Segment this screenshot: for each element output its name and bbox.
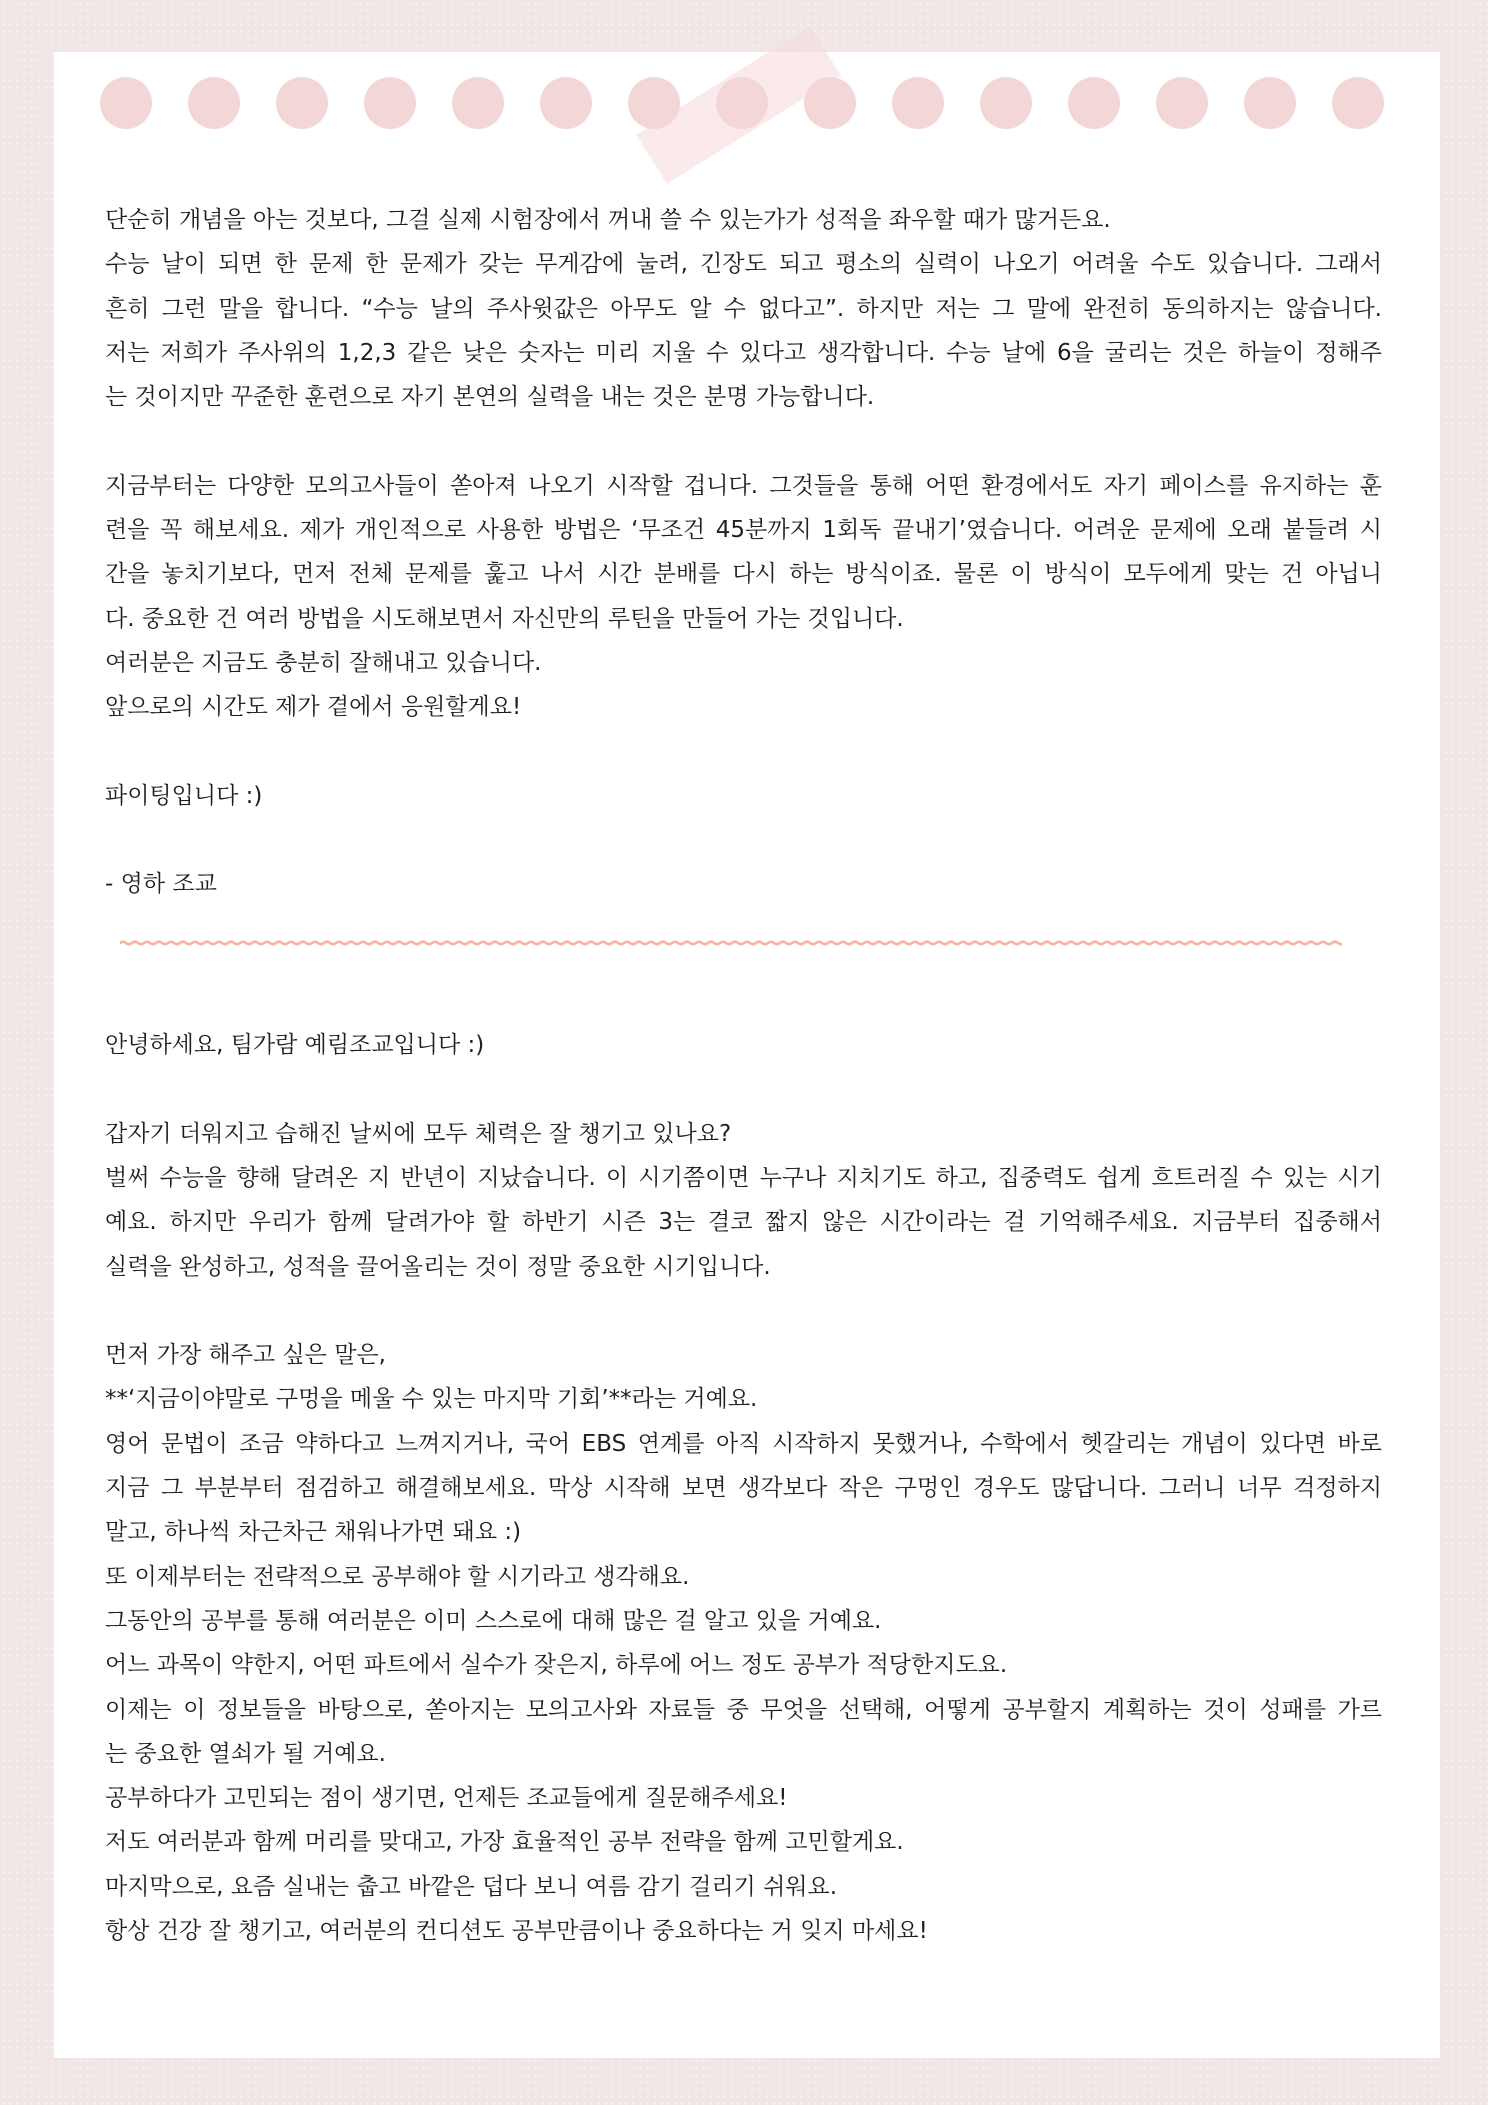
text-line: 저도 여러분과 함께 머리를 맞대고, 가장 효율적인 공부 전략을 함께 고민할게요.	[105, 1829, 904, 1856]
text-line	[105, 419, 1382, 463]
letter-section-yerim	[105, 1023, 1382, 1953]
binder-hole	[892, 77, 944, 129]
binder-hole	[540, 77, 592, 129]
text-line	[105, 1289, 1382, 1333]
binder-hole	[628, 77, 680, 129]
binder-hole	[1244, 77, 1296, 129]
text-line: 말고, 하나씩 차근차근 채워나가면 돼요 :)	[105, 1519, 522, 1546]
text-line: 공부하다가 고민되는 점이 생기면, 언제든 조교들에게 질문해주세요!	[105, 1785, 788, 1812]
text-line: 안녕하세요, 팀가람 예림조교입니다 :)	[105, 1032, 485, 1059]
text-line: **‘지금이야말로 구멍을 메울 수 있는 마지막 기회’**라는 거예요.	[105, 1386, 758, 1413]
binder-hole	[452, 77, 504, 129]
spacer	[105, 979, 1382, 1023]
text-line: 어느 과목이 약한지, 어떤 파트에서 실수가 잦은지, 하루에 어느 정도 공부가 적당한지도요.	[105, 1652, 1008, 1679]
text-line: 마지막으로, 요즘 실내는 춥고 바깥은 덥다 보니 여름 감기 걸리기 쉬워요.	[105, 1873, 838, 1900]
binder-hole	[1156, 77, 1208, 129]
binder-hole	[980, 77, 1032, 129]
text-line: - 영하 조교	[105, 871, 217, 898]
letter-content	[105, 198, 1382, 1953]
binder-hole	[276, 77, 328, 129]
text-line: 여러분은 지금도 충분히 잘해내고 있습니다.	[105, 649, 542, 676]
binder-hole	[1068, 77, 1120, 129]
text-line	[105, 818, 1382, 862]
text-line: 는 것이지만 꾸준한 훈련으로 자기 본연의 실력을 내는 것은 분명 가능합니다.	[105, 384, 875, 411]
text-line: 벌써 수능을 향해 달려온 지 반년이 지났습니다. 이 시기쯤이면 누구나 지치기도 하고, 집중력도 쉽게 흐트러질 수 있는 시기	[105, 1164, 1382, 1191]
wavy-divider-line	[120, 935, 1342, 951]
text-line: 또 이제부터는 전략적으로 공부해야 할 시기라고 생각해요.	[105, 1563, 690, 1590]
text-line: 갑자기 더워지고 습해진 날씨에 모두 체력은 잘 챙기고 있나요?	[105, 1120, 732, 1147]
text-line: 이제는 이 정보들을 바탕으로, 쏟아지는 모의고사와 자료들 중 무엇을 선택해, 어떻게 공부할지 계획하는 것이 성패를 가르	[105, 1696, 1382, 1723]
wavy-divider	[120, 907, 1382, 979]
text-line: 그동안의 공부를 통해 여러분은 이미 스스로에 대해 많은 걸 알고 있을 거예요.	[105, 1607, 882, 1634]
text-line: 련을 꼭 해보세요. 제가 개인적으로 사용한 방법은 ‘무조건 45분까지 1회독 끝내기’였습니다. 어려운 문제에 오래 붙들려 시	[105, 517, 1382, 544]
binder-hole	[716, 77, 768, 129]
text-line: 예요. 하지만 우리가 함께 달려가야 할 하반기 시즌 3는 결코 짧지 않은 시간이라는 걸 기억해주세요. 지금부터 집중해서	[105, 1209, 1382, 1236]
text-line: 실력을 완성하고, 성적을 끌어올리는 것이 정말 중요한 시기입니다.	[105, 1253, 771, 1280]
text-line: 는 중요한 열쇠가 될 거예요.	[105, 1740, 386, 1767]
text-line: 먼저 가장 해주고 싶은 말은,	[105, 1342, 386, 1369]
text-line	[105, 730, 1382, 774]
text-line: 단순히 개념을 아는 것보다, 그걸 실제 시험장에서 꺼내 쓸 수 있는가가 성적을 좌우할 때가 많거든요.	[105, 207, 1111, 233]
binder-hole	[100, 77, 152, 129]
binder-hole	[1332, 77, 1384, 129]
text-line: 저는 저희가 주사위의 1,2,3 같은 낮은 숫자는 미리 지울 수 있다고 생각합니다. 수능 날에 6을 굴리는 것은 하늘이 정해주	[105, 339, 1382, 366]
text-line: 지금부터는 다양한 모의고사들이 쏟아져 나오기 시작할 겁니다. 그것들을 통해 어떤 환경에서도 자기 페이스를 유지하는 훈	[105, 472, 1382, 499]
binder-hole	[188, 77, 240, 129]
binder-hole	[804, 77, 856, 129]
text-line: 앞으로의 시간도 제가 곁에서 응원할게요!	[105, 694, 522, 721]
text-line: 수능 날이 되면 한 문제 한 문제가 갖는 무게감에 눌려, 긴장도 되고 평소의 실력이 나오기 어려울 수도 있습니다. 그래서	[105, 251, 1382, 278]
text-line: 항상 건강 잘 챙기고, 여러분의 컨디션도 공부만큼이나 중요하다는 거 잊지 마세요!	[105, 1917, 928, 1944]
binder-hole	[364, 77, 416, 129]
text-line: 간을 놓치기보다, 먼저 전체 문제를 훑고 나서 시간 분배를 다시 하는 방식이죠. 물론 이 방식이 모두에게 맞는 건 아닙니	[105, 561, 1382, 588]
text-line: 다. 중요한 건 여러 방법을 시도해보면서 자신만의 루틴을 만들어 가는 것입니다.	[105, 605, 904, 632]
text-line: 흔히 그런 말을 합니다. “수능 날의 주사윗값은 아무도 알 수 없다고”. 하지만 저는 그 말에 완전히 동의하지는 않습니다.	[105, 295, 1382, 322]
letter-section-younga	[105, 198, 1382, 907]
text-line: 지금 그 부분부터 점검하고 해결해보세요. 막상 시작해 보면 생각보다 작은 구멍인 경우도 많답니다. 그러니 너무 걱정하지	[105, 1475, 1382, 1502]
text-line: 영어 문법이 조금 약하다고 느껴지거나, 국어 EBS 연계를 아직 시작하지 못했거나, 수학에서 헷갈리는 개념이 있다면 바로	[105, 1430, 1382, 1457]
text-line	[105, 1067, 1382, 1111]
text-line: 파이팅입니다 :)	[105, 782, 263, 809]
